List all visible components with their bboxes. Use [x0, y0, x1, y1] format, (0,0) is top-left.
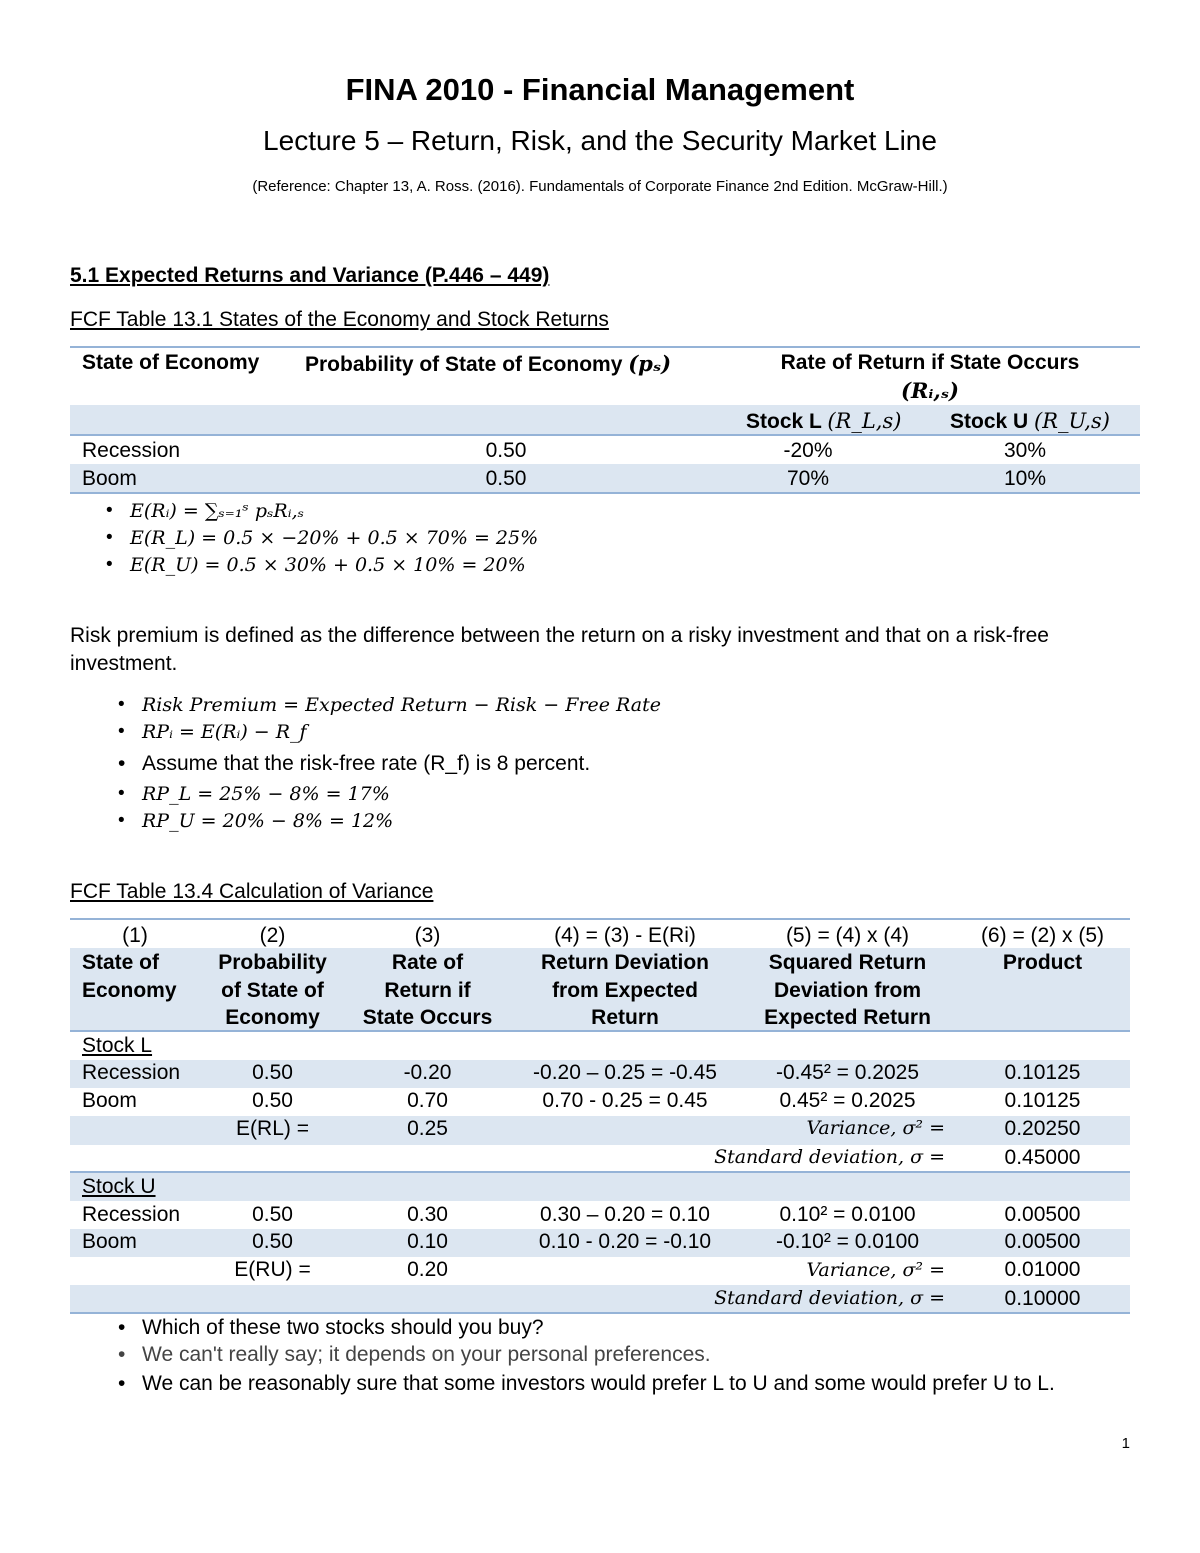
t2-header-rate: Rate of [391, 951, 464, 974]
t2-row-squared: 0.45² = 0.2025 [779, 1089, 916, 1112]
t2-expected-value: 0.25 [407, 1117, 448, 1140]
closing-answer: • We can't really say; it depends on your personal preferences. [142, 1343, 711, 1367]
t2-header-squared: Expected Return [764, 1006, 931, 1029]
t1-header-state: State of Economy [82, 351, 260, 374]
t2-header-state: State of [82, 951, 160, 974]
t2-stock-l-label: Stock L [82, 1034, 153, 1057]
t2-row-prob: 0.50 [252, 1061, 293, 1084]
risk-premium-definition: • Risk Premium = Expected Return − Risk − Free Rate [142, 694, 661, 716]
t2-variance-label: Variance, σ² = [806, 1259, 945, 1281]
t2-header-state: Economy [82, 979, 177, 1002]
t2-row-state: Boom [82, 1089, 137, 1112]
t2-row-product: 0.10125 [1004, 1089, 1081, 1112]
t1-row-prob: 0.50 [485, 439, 527, 462]
t2-variance-label: Variance, σ² = [806, 1117, 945, 1139]
t2-expected-label: E(RU) = [234, 1258, 311, 1281]
t2-row-deviation: -0.20 – 0.25 = -0.45 [533, 1061, 717, 1084]
t2-row-state: Boom [82, 1230, 137, 1253]
t2-row-rate: 0.70 [407, 1089, 448, 1112]
t2-stock-u-label: Stock U [82, 1175, 156, 1198]
t2-row-product: 0.00500 [1004, 1230, 1081, 1253]
closing-question: • Which of these two stocks should you buy? [142, 1316, 544, 1340]
t2-row-product: 0.00500 [1004, 1203, 1081, 1226]
t2-colnum: (6) = (2) x (5) [980, 924, 1105, 947]
t2-sd-value: 0.10000 [1004, 1287, 1081, 1310]
closing-note: • We can be reasonably sure that some investors would prefer L to U and some would prefer U to L. [142, 1370, 1132, 1397]
t2-header-deviation: Return [591, 1006, 659, 1029]
t1-header-rate: Rate of Return if State Occurs [780, 351, 1080, 374]
t2-row-prob: 0.50 [252, 1089, 293, 1112]
expected-return-formula: • E(Rᵢ) = ∑ₛ₌₁ˢ pₛRᵢ,ₛ [130, 500, 304, 522]
lecture-subtitle: Lecture 5 – Return, Risk, and the Security Market Line [263, 125, 937, 156]
t2-header-rate: Return if [384, 979, 471, 1002]
t2-expected-value: 0.20 [407, 1258, 448, 1281]
risk-premium-formula: • RPᵢ = E(Rᵢ) − R_f [142, 721, 307, 743]
t2-colnum: (1) [122, 924, 148, 947]
t2-header-prob: Probability [218, 951, 327, 974]
t1-row-stock-u: 30% [1003, 439, 1047, 462]
t1-row-state: Boom [82, 467, 137, 490]
t2-colnum: (2) [259, 924, 286, 947]
t2-header-prob: of State of [221, 979, 324, 1002]
reference-note: (Reference: Chapter 13, A. Ross. (2016). Fundamentals of Corporate Finance 2nd Edition. McGraw-Hill.) [252, 178, 948, 195]
t2-colnum: (4) = (3) - E(Ri) [554, 924, 696, 947]
t2-row-prob: 0.50 [252, 1230, 293, 1253]
section-heading: 5.1 Expected Returns and Variance (P.446 – 449) [70, 264, 550, 287]
t2-row-squared: 0.10² = 0.0100 [779, 1203, 916, 1226]
t2-expected-label: E(RL) = [236, 1117, 309, 1140]
t2-row-prob: 0.50 [252, 1203, 293, 1226]
t1-row-state: Recession [82, 439, 181, 462]
t2-header-product: Product [1002, 951, 1083, 974]
t1-row-stock-u: 10% [1003, 467, 1047, 490]
t1-header-stock-u: Stock U (R_U,s) [950, 409, 1110, 433]
document-title: FINA 2010 - Financial Management [345, 72, 855, 107]
risk-premium-l: • RP_L = 25% − 8% = 17% [142, 783, 390, 805]
t2-row-rate: 0.10 [407, 1230, 448, 1253]
t2-header-squared: Deviation from [773, 979, 922, 1002]
t2-row-deviation: 0.70 - 0.25 = 0.45 [542, 1089, 708, 1112]
risk-free-assumption: • Assume that the risk-free rate (R_f) is 8 percent. [142, 752, 590, 776]
t2-row-squared: -0.45² = 0.2025 [775, 1061, 920, 1084]
t2-sd-label: Standard deviation, σ = [714, 1146, 945, 1168]
t1-header-probability: Probability of State of Economy (pₛ) [305, 351, 672, 376]
t2-row-product: 0.10125 [1004, 1061, 1081, 1084]
t2-header-deviation: Return Deviation [540, 951, 710, 974]
t2-variance-value: 0.01000 [1004, 1258, 1081, 1281]
t2-row-deviation: 0.10 - 0.20 = -0.10 [538, 1230, 712, 1253]
table1-caption: FCF Table 13.1 States of the Economy and Stock Returns [70, 308, 609, 331]
t1-row-stock-l: 70% [786, 467, 830, 490]
page-number: 1 [1121, 1435, 1130, 1452]
t1-row-prob: 0.50 [485, 467, 527, 490]
t2-variance-value: 0.20250 [1004, 1117, 1081, 1140]
t2-row-deviation: 0.30 – 0.20 = 0.10 [540, 1203, 710, 1226]
t1-header-stock-l: Stock L (R_L,s) [746, 409, 902, 433]
t2-sd-label: Standard deviation, σ = [714, 1287, 945, 1309]
t2-header-squared: Squared Return [768, 951, 927, 974]
t2-row-state: Recession [82, 1203, 181, 1226]
t2-row-state: Recession [82, 1061, 181, 1084]
expected-return-l: • E(R_L) = 0.5 × −20% + 0.5 × 70% = 25% [130, 527, 538, 549]
t2-header-rate: State Occurs [362, 1006, 493, 1029]
risk-premium-u: • RP_U = 20% − 8% = 12% [142, 810, 393, 832]
t2-row-rate: -0.20 [403, 1061, 452, 1084]
t1-row-stock-l: -20% [783, 439, 833, 462]
t1-header-rate-symbol: (Rᵢ,ₛ) [901, 378, 959, 403]
t2-colnum: (3) [414, 924, 441, 947]
t2-row-rate: 0.30 [407, 1203, 448, 1226]
t2-header-prob: Economy [225, 1006, 320, 1029]
t2-row-squared: -0.10² = 0.0100 [775, 1230, 920, 1253]
t2-colnum: (5) = (4) x (4) [785, 924, 910, 947]
expected-return-u: • E(R_U) = 0.5 × 30% + 0.5 × 10% = 20% [130, 554, 526, 576]
t2-sd-value: 0.45000 [1004, 1146, 1081, 1169]
t2-header-deviation: from Expected [552, 979, 698, 1002]
table2-caption: FCF Table 13.4 Calculation of Variance [70, 880, 434, 903]
risk-premium-paragraph: Risk premium is defined as the difference between the return on a risky investment and that on a risk-free investment. [70, 624, 1049, 675]
